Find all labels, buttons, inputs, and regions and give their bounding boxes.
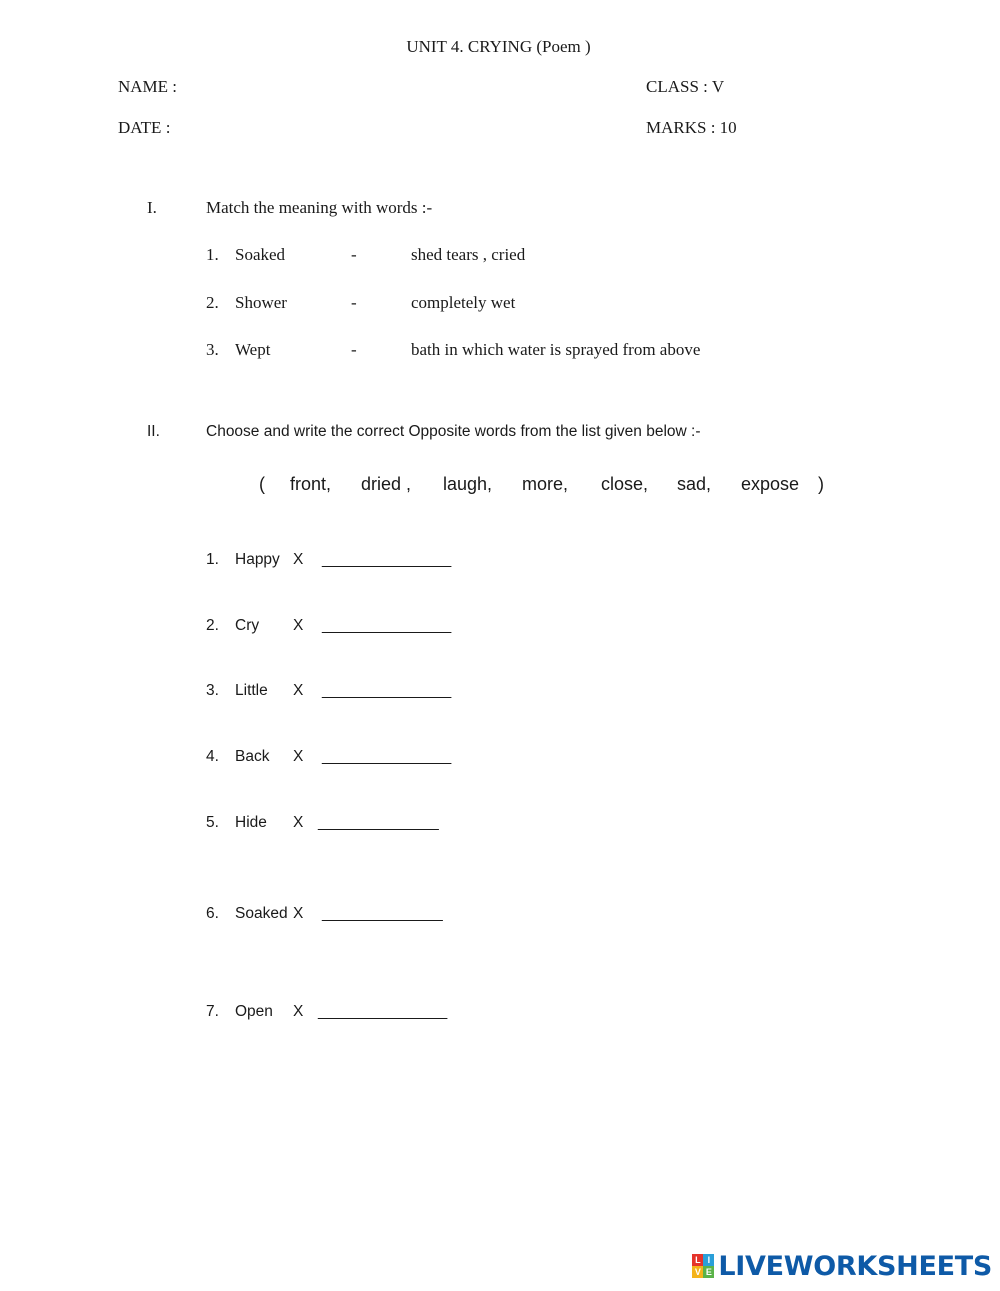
match-item-meaning: completely wet [411, 293, 516, 312]
opposite-item-x: X [293, 682, 304, 699]
liveworksheets-wordmark: LIVEWORKSHEETS [718, 1250, 992, 1282]
opposite-item-number: 6. [206, 905, 219, 922]
opposite-answer-blank[interactable]: ______________ [322, 905, 443, 922]
word-list-item: dried , [361, 474, 412, 494]
opposite-item-word: Open [235, 1003, 273, 1020]
badge-letter: L [692, 1254, 703, 1266]
opposite-answer-blank[interactable]: _______________ [322, 748, 452, 765]
word-list-item: more, [522, 474, 569, 494]
opposite-answer-blank[interactable]: _______________ [322, 682, 452, 699]
word-list-item: close, [601, 474, 649, 494]
opposite-item-number: 7. [206, 1003, 219, 1020]
page-title: UNIT 4. CRYING (Poem ) [406, 37, 591, 56]
opposite-item-x: X [293, 748, 304, 765]
opposite-item-word: Hide [235, 814, 267, 831]
opposite-item-x: X [293, 617, 304, 634]
opposite-item-number: 4. [206, 748, 219, 765]
word-list-item: expose [741, 474, 800, 494]
match-item-number: 1. [206, 245, 219, 264]
name-label: NAME : [118, 77, 178, 96]
liveworksheets-logo [692, 1251, 992, 1281]
word-list [0, 474, 1000, 498]
word-list-item: front, [290, 474, 332, 494]
match-item-word: Wept [235, 340, 271, 359]
opposite-item-x: X [293, 1003, 304, 1020]
match-item-dash: - [351, 245, 357, 264]
match-item-number: 3. [206, 340, 219, 359]
liveworksheets-badge-icon [692, 1254, 714, 1278]
opposite-answer-blank[interactable]: _______________ [318, 1003, 448, 1020]
marks-label: MARKS : 10 [646, 118, 737, 137]
section-2-numeral: II. [147, 423, 160, 440]
opposite-item-word: Back [235, 748, 270, 765]
word-list-item: laugh, [443, 474, 493, 494]
date-label: DATE : [118, 118, 171, 137]
match-item-dash: - [351, 293, 357, 312]
match-item-word: Shower [235, 293, 287, 312]
opposite-item-word: Cry [235, 617, 260, 634]
opposite-item-word: Happy [235, 551, 280, 568]
match-item-meaning: shed tears , cried [411, 245, 526, 264]
badge-letter: E [703, 1266, 714, 1278]
section-1-numeral: I. [147, 198, 157, 217]
word-list-item: sad, [677, 474, 712, 494]
opposite-item-number: 5. [206, 814, 219, 831]
word-list-open-paren: ( [259, 474, 265, 494]
opposite-item-x: X [293, 905, 304, 922]
badge-letter: I [703, 1254, 714, 1266]
opposite-answer-blank[interactable]: _______________ [322, 617, 452, 634]
opposite-item-number: 3. [206, 682, 219, 699]
opposite-item-x: X [293, 814, 304, 831]
opposite-item-number: 1. [206, 551, 219, 568]
class-label: CLASS : V [646, 77, 725, 96]
match-item-number: 2. [206, 293, 219, 312]
opposite-answer-blank[interactable]: _______________ [322, 551, 452, 568]
opposite-item-number: 2. [206, 617, 219, 634]
match-item-dash: - [351, 340, 357, 359]
opposite-item-word: Soaked [235, 905, 288, 922]
section-2-instruction: Choose and write the correct Opposite words from the list given below :- [206, 423, 701, 440]
opposite-item-x: X [293, 551, 304, 568]
word-list-close-paren: ) [818, 474, 824, 494]
match-item-meaning: bath in which water is sprayed from above [411, 340, 701, 359]
section-1-instruction: Match the meaning with words :- [206, 198, 433, 217]
match-item-word: Soaked [235, 245, 286, 264]
opposite-item-word: Little [235, 682, 268, 699]
opposite-answer-blank[interactable]: ______________ [318, 814, 439, 831]
badge-letter: V [692, 1266, 703, 1278]
